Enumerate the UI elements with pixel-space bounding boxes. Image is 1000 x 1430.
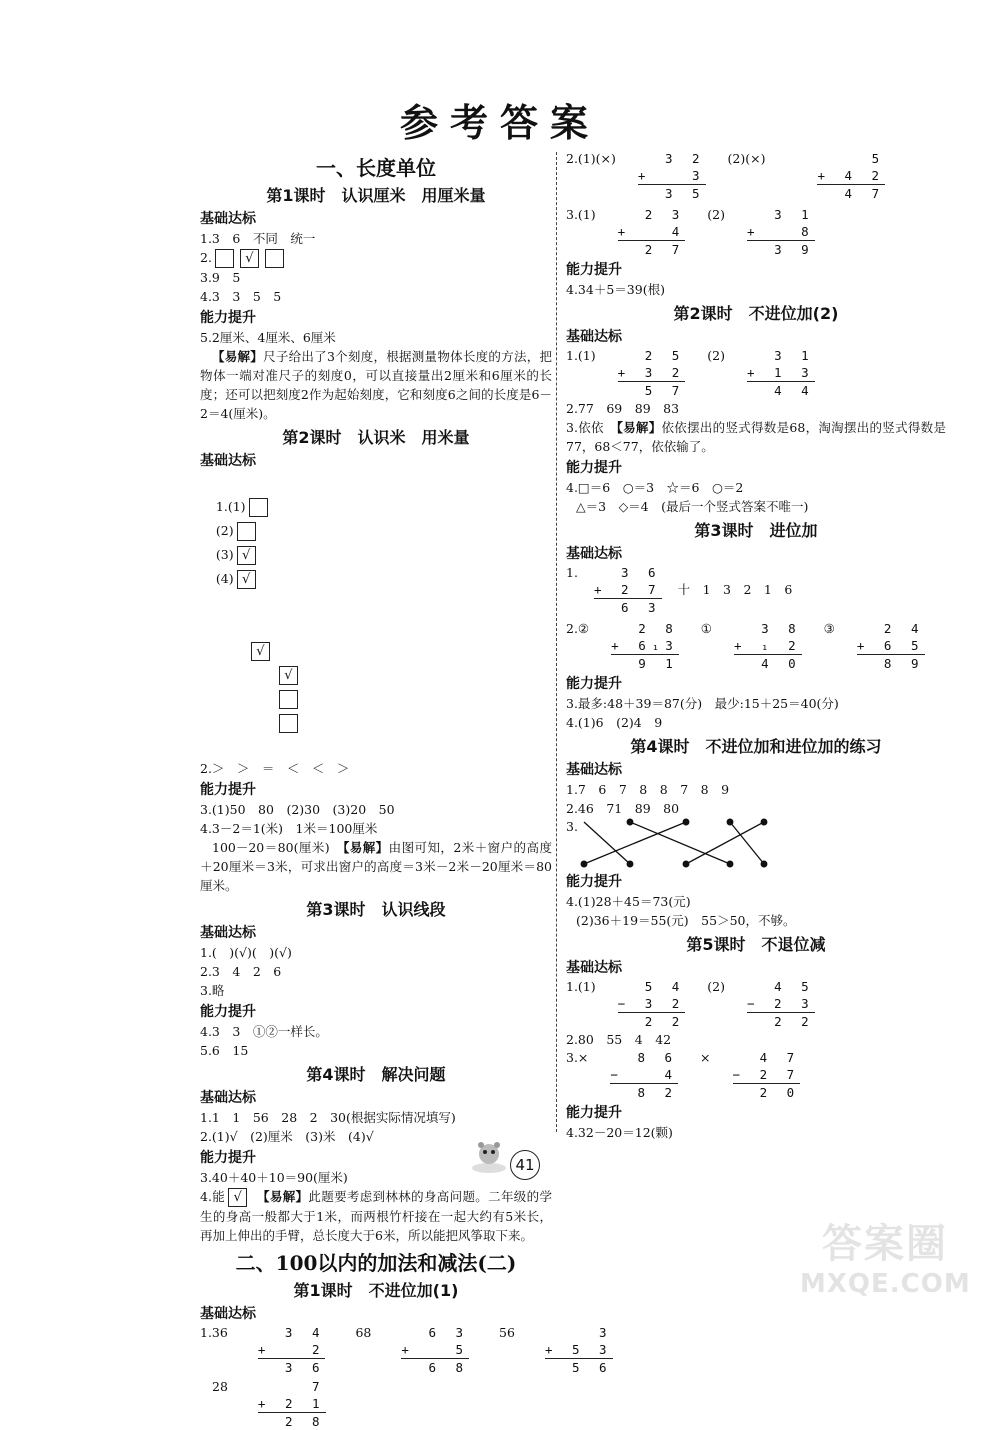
answer-box xyxy=(237,522,256,541)
answer-line: 4.34＋5＝39(根) xyxy=(566,282,665,297)
calc-result: 3 9 xyxy=(774,242,815,257)
calc-row: + 2 xyxy=(257,1342,326,1357)
lesson-title: 第3课时 进位加 xyxy=(694,521,818,540)
calc-result: 4 7 xyxy=(844,186,886,201)
calc-row: 8 6 xyxy=(637,1050,679,1065)
answer-line: 4.□＝6 ○＝3 ☆＝6 ○＝2 xyxy=(566,480,744,495)
calc-row: 2 5 xyxy=(644,348,686,363)
vertical-calculation xyxy=(817,150,885,202)
unit-title: 一、长度单位 xyxy=(316,156,436,180)
calc-row: 2 4 xyxy=(883,621,925,636)
calc-row: − 2 3 xyxy=(747,996,815,1011)
lesson-title: 第2课时 不进位加(2) xyxy=(673,304,839,323)
section-advanced: 能力提升 xyxy=(200,782,256,798)
answer-line: 3.40＋40＋10＝90(厘米) xyxy=(200,1170,348,1185)
answer-label: ① xyxy=(700,621,712,636)
section-basic: 基础达标 xyxy=(200,1090,256,1106)
watermark-bottom: MXQE.COM xyxy=(800,1269,971,1299)
section-advanced: 能力提升 xyxy=(566,676,622,692)
calc-row: + 3 xyxy=(637,168,706,183)
explanation-text: 此题要考虑到林林的身高问题。二年级的学生的身高一般都大于1米，而两根竹杆接在一起大约有5米长，再加上伸出的手臂，总长度大于6米，所以能把风筝取下来。 xyxy=(200,1189,552,1243)
vertical-calculation xyxy=(857,620,925,672)
calc-row: + 3 2 xyxy=(617,365,686,380)
answer-label: (2) xyxy=(707,979,725,994)
calc-result: 9 1 xyxy=(638,656,679,671)
answer-box: √ xyxy=(237,546,256,565)
vertical-calculation xyxy=(747,978,815,1030)
column-divider xyxy=(556,152,557,1132)
calc-row: 2 8 xyxy=(638,621,679,636)
calc-row: + 1 3 xyxy=(747,365,815,380)
matching-answer xyxy=(566,818,946,870)
page-number xyxy=(510,1150,540,1180)
answer-label: (2)(×) xyxy=(727,151,766,166)
answer-line: 2.80 55 4 42 xyxy=(566,1032,672,1047)
answer-text: 100－20＝80(厘米) xyxy=(212,840,330,855)
lesson-title: 第2课时 认识米 用米量 xyxy=(282,428,470,447)
section-basic: 基础达标 xyxy=(200,211,256,227)
answer-line: 2.77 69 89 83 xyxy=(566,401,680,416)
answer-line: 2.46 71 89 80 xyxy=(566,801,680,816)
explanation-tag: 【易解】 xyxy=(263,1189,309,1204)
calc-row: 3 6 xyxy=(621,565,662,580)
answer-label: 56 xyxy=(499,1325,515,1340)
calc-row: + 6₁3 xyxy=(611,638,679,653)
calc-row: + 8 xyxy=(747,224,815,239)
answer-label: 1. xyxy=(566,565,578,580)
vertical-calc-row xyxy=(200,1378,552,1430)
calc-row: + 5 xyxy=(401,1342,470,1357)
answer-label: × xyxy=(700,1050,711,1065)
calc-row: 3 1 xyxy=(774,348,815,363)
calc-result: 5 7 xyxy=(644,383,686,398)
lesson-title: 第4课时 不进位加和进位加的练习 xyxy=(630,737,882,756)
answer-line: 4.3 3 ①②一样长。 xyxy=(200,1024,328,1039)
section-advanced: 能力提升 xyxy=(566,262,622,278)
calc-row: 3 xyxy=(599,1325,613,1340)
answer-line: 1.( )(√)( )(√) xyxy=(200,945,292,960)
calc-result: 2 7 xyxy=(644,242,686,257)
section-basic: 基础达标 xyxy=(566,546,622,562)
calc-result: 2 2 xyxy=(774,1014,815,1029)
matching-lines xyxy=(578,818,778,870)
calc-row: + 4 2 xyxy=(817,168,886,183)
vertical-calc-row xyxy=(566,978,946,1030)
calc-row: 5 xyxy=(871,151,886,166)
answer-label: (4) xyxy=(215,571,234,586)
lesson-title: 第4课时 解决问题 xyxy=(306,1065,446,1084)
answer-box xyxy=(265,249,284,268)
vertical-calc-row xyxy=(566,150,946,202)
vertical-calculation xyxy=(618,347,686,399)
explanation-note xyxy=(200,347,552,423)
answer-label: 1.(1) xyxy=(215,499,246,514)
section-basic: 基础达标 xyxy=(200,925,256,941)
lesson-title: 第5课时 不退位减 xyxy=(686,935,826,954)
answer-line xyxy=(200,248,552,268)
lesson-title: 第3课时 认识线段 xyxy=(306,900,446,919)
explanation-note xyxy=(200,838,552,895)
answer-line: 4.(1)6 (2)4 9 xyxy=(566,715,663,730)
vertical-calc-row xyxy=(566,564,946,616)
answer-line: 1.7 6 7 8 8 7 8 9 xyxy=(566,782,730,797)
calc-row: 4 7 xyxy=(759,1050,801,1065)
answer-line: 4.32－20＝12(颗) xyxy=(566,1125,673,1140)
answer-line: 4.3－2＝1(米) 1米＝100厘米 xyxy=(200,821,378,836)
answer-box xyxy=(215,249,234,268)
answer-box: √ xyxy=(240,249,259,268)
calc-row: 3 4 xyxy=(284,1325,326,1340)
answer-label: 2.② xyxy=(566,621,590,636)
calc-row: 3 2 xyxy=(664,151,706,166)
calc-result: 8 2 xyxy=(637,1085,679,1100)
calc-row: − 2 7 xyxy=(732,1067,801,1082)
section-basic: 基础达标 xyxy=(200,453,256,469)
section-basic: 基础达标 xyxy=(566,960,622,976)
lesson-title: 第1课时 不进位加(1) xyxy=(293,1281,459,1300)
explanation-text: 依依摆出的竖式得数是68，淘淘摆出的竖式得数是77，68＜77，依依输了。 xyxy=(566,420,946,454)
calc-result: 4 4 xyxy=(774,383,815,398)
section-advanced: 能力提升 xyxy=(200,1004,256,1020)
answer-line: 2.(1)√ (2)厘米 (3)米 (4)√ xyxy=(200,1129,374,1144)
answer-label: 68 xyxy=(355,1325,372,1340)
calc-row: 4 5 xyxy=(774,979,815,994)
calc-row: − 3 2 xyxy=(617,996,686,1011)
answer-box: √ xyxy=(251,642,270,661)
page-number-value: 41 xyxy=(510,1150,540,1180)
answer-line xyxy=(200,615,552,759)
answer-line: 3.(1)50 80 (2)30 (3)20 50 xyxy=(200,802,395,817)
calc-result: 2 8 xyxy=(284,1414,326,1429)
vertical-calculation xyxy=(611,620,679,672)
watermark-top: 答案圈 xyxy=(822,1221,948,1267)
answer-text: 4.能 xyxy=(200,1189,226,1204)
answer-box: √ xyxy=(228,1188,247,1207)
answer-text: 3.依依 xyxy=(566,420,604,435)
calc-row: + 2 1 xyxy=(257,1396,326,1411)
answer-line: 3.略 xyxy=(200,983,225,998)
section-advanced: 能力提升 xyxy=(200,310,256,326)
answer-line: 4.3 3 5 5 xyxy=(200,289,282,304)
answer-box xyxy=(279,714,298,733)
section-basic: 基础达标 xyxy=(200,1306,256,1322)
answer-line: 1.1 1 56 28 2 30(根据实际情况填写) xyxy=(200,1110,456,1125)
calc-result: 3 5 xyxy=(664,186,706,201)
answer-label: 2.(1)(×) xyxy=(566,151,616,166)
vertical-calculation xyxy=(594,564,662,616)
explanation-tag: 【易解】 xyxy=(616,420,662,435)
answer-label: 28 xyxy=(212,1379,228,1394)
unit-title: 二、100以内的加法和减法(二) xyxy=(235,1251,517,1275)
section-advanced: 能力提升 xyxy=(200,1150,256,1166)
section-advanced: 能力提升 xyxy=(566,874,622,890)
right-column xyxy=(566,150,946,1142)
answer-label: 3. xyxy=(566,819,578,834)
calc-row: + 5 3 xyxy=(544,1342,613,1357)
answer-line: 1.3 6 不同 统一 xyxy=(200,231,316,246)
explanation-tag: 【易解】 xyxy=(343,840,389,855)
answer-label: ③ xyxy=(823,621,835,636)
section-basic: 基础达标 xyxy=(566,762,622,778)
answer-label: (3) xyxy=(215,547,234,562)
calc-result: 4 0 xyxy=(761,656,802,671)
vertical-calculation xyxy=(618,206,686,258)
answer-label: (2) xyxy=(707,207,725,222)
vertical-calc-row xyxy=(566,1049,946,1101)
answer-line: 5.2厘米、4厘米、6厘米 xyxy=(200,330,336,345)
vertical-calc-row xyxy=(200,1324,613,1376)
mascot-icon xyxy=(470,1140,508,1174)
calc-row: + 6 5 xyxy=(856,638,925,653)
answer-line: △＝3 ◇＝4 (最后一个竖式答案不唯一) xyxy=(576,499,809,514)
calc-result: 2 0 xyxy=(759,1085,801,1100)
answer-label: 1.36 xyxy=(200,1325,228,1340)
vertical-calculation xyxy=(610,1049,678,1101)
explanation-note xyxy=(566,418,946,456)
calc-result: 2 2 xyxy=(644,1014,686,1029)
answer-label: (2) xyxy=(707,348,725,363)
calc-row: 2 3 xyxy=(644,207,686,222)
answer-line: (2)36＋19＝55(元) 55＞50，不够。 xyxy=(576,913,796,928)
answer-label: 1.(1) xyxy=(566,348,596,363)
calc-row: − 4 xyxy=(610,1067,679,1082)
answer-label: 1.(1) xyxy=(566,979,596,994)
calc-result: 3 6 xyxy=(284,1360,326,1375)
vertical-calculation xyxy=(401,1324,469,1376)
answer-box xyxy=(249,498,268,517)
vertical-calculation xyxy=(733,1049,801,1101)
section-advanced: 能力提升 xyxy=(566,460,622,476)
vertical-calc-row xyxy=(566,206,946,258)
calc-result: 6 3 xyxy=(621,600,662,615)
answer-line xyxy=(200,471,552,615)
vertical-calculation xyxy=(258,1378,326,1430)
explanation-text: 由图可知，2米＋窗户的高度＋20厘米＝3米，可求出窗户的高度＝3米－2米－20厘米＝80厘米。 xyxy=(200,840,552,893)
answer-label: (2) xyxy=(215,523,234,538)
vertical-calculation xyxy=(747,206,815,258)
calc-row: + ₁ 2 xyxy=(734,638,802,653)
answer-label: 3.× xyxy=(566,1050,589,1065)
answer-line: 4.(1)28＋45＝73(元) xyxy=(566,894,691,909)
vertical-calculation xyxy=(734,620,802,672)
explanation-text: 尺子给出了3个刻度，根据测量物体长度的方法，把物体一端对准尺子的刻度0，可以直接量出2厘米和6厘米的长度；还可以把刻度2作为起始刻度，它和刻度6之间的长度是6－2＝4(厘米)。 xyxy=(200,349,552,421)
calc-result: 8 9 xyxy=(883,656,925,671)
answer-box: √ xyxy=(279,666,298,685)
answer-box: √ xyxy=(237,570,256,589)
calc-row: 3 1 xyxy=(774,207,815,222)
vertical-calculation xyxy=(638,150,706,202)
answer-label: 2. xyxy=(200,250,212,265)
vertical-calc-row xyxy=(566,620,946,672)
page-title: 参考答案 xyxy=(399,101,600,145)
calc-row: 6 3 xyxy=(428,1325,470,1340)
calc-result: 5 6 xyxy=(572,1360,613,1375)
lesson-title: 第1课时 认识厘米 用厘米量 xyxy=(266,186,486,205)
answer-line: 5.6 15 xyxy=(200,1043,249,1058)
vertical-calculation xyxy=(747,347,815,399)
answer-line: 2.3 4 2 6 xyxy=(200,964,282,979)
answer-line: 3.最多:48＋39＝87(分) 最少:15＋25＝40(分) xyxy=(566,696,839,711)
section-basic: 基础达标 xyxy=(566,329,622,345)
calc-row: 7 xyxy=(312,1379,326,1394)
explanation-tag: 【易解】 xyxy=(212,349,264,364)
section-advanced: 能力提升 xyxy=(566,1105,622,1121)
vertical-calculation xyxy=(618,978,686,1030)
explanation-note xyxy=(200,1187,552,1245)
calc-row: 3 8 xyxy=(761,621,802,636)
calc-row: + 2 7 xyxy=(593,582,662,597)
calc-row: 5 4 xyxy=(644,979,686,994)
answer-line: 3.9 5 xyxy=(200,270,241,285)
answer-line: 2.＞ ＞ ＝ ＜ ＜ ＞ xyxy=(200,761,350,776)
answer-sequence: 十 1 3 2 1 6 xyxy=(677,582,793,597)
vertical-calculation xyxy=(258,1324,326,1376)
vertical-calculation xyxy=(545,1324,613,1376)
answer-box xyxy=(279,690,298,709)
answer-label: 3.(1) xyxy=(566,207,596,222)
vertical-calc-row xyxy=(566,347,946,399)
calc-result: 6 8 xyxy=(428,1360,470,1375)
watermark xyxy=(800,1212,970,1299)
calc-row: + 4 xyxy=(617,224,686,239)
